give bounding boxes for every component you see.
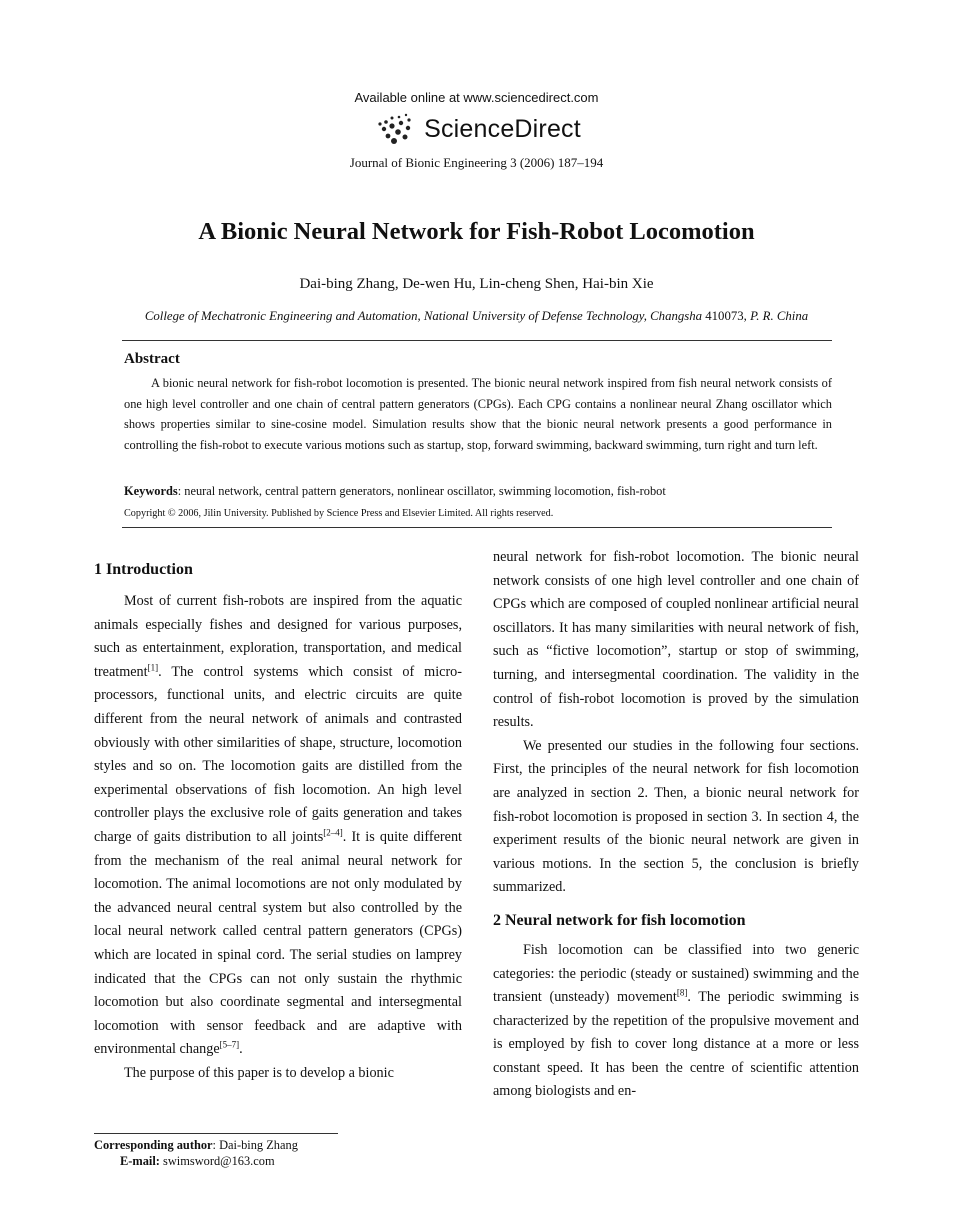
- paper-affiliation: [0, 309, 953, 324]
- keywords-label: Keywords: [124, 484, 178, 498]
- footnote-email-label: E-mail:: [120, 1154, 160, 1168]
- abstract-top-rule: [122, 340, 832, 341]
- footnote: [94, 1137, 298, 1169]
- section-heading-neural-network: 2 Neural network for fish locomotion: [493, 911, 746, 929]
- keywords-line: [124, 481, 832, 501]
- intro-paragraph-1: [94, 590, 462, 1062]
- abstract-bottom-rule: [122, 527, 832, 528]
- paper-authors: Dai-bing Zhang, De-wen Hu, Lin-cheng Shen, Hai-bin Xie: [299, 276, 654, 292]
- affiliation-institution: College of Mechatronic Engineering and Automation, National University of Defense Technology, Changsha: [144, 309, 703, 323]
- sciencedirect-logo-text: ScienceDirect: [424, 114, 581, 143]
- affiliation-postcode: 410073,: [702, 309, 751, 323]
- left-column: [94, 590, 462, 1085]
- sciencedirect-logo-icon: [372, 112, 418, 146]
- intro-paragraph-2-start: The purpose of this paper is to develop a bionic: [124, 1064, 394, 1081]
- paper-title: A Bionic Neural Network for Fish-Robot Locomotion: [198, 218, 755, 245]
- intro-p1-text-a: Most of current fish-robots are inspired from the aquatic animals especially fishes and designed for various purposes, such as entertainment, exploration, transportation, and medical treatment: [94, 593, 462, 680]
- journal-citation: Journal of Bionic Engineering 3 (2006) 187–194: [349, 155, 604, 170]
- section2-p1-text-b: . The periodic swimming is characterized by the repetition of the propulsive movement and is employed by fish to cover long distance at a more or less constant speed. It has been the centre of scientific attention among biologists and en-: [493, 989, 860, 1100]
- abstract-text: A bionic neural network for fish-robot locomotion is presented. The bionic neural network inspired from fish neural network consists of one high level controller and one chain of central pattern generators (CPGs). Each CPG contains a nonlinear neural Zhang oscillator which shows properties similar to sine-cosine model. Simulation results show that the bionic neural network presents a good performance in controlling the fish-robot to execute various motions such as startup, stop, forward swimming, backward swimming, turn right and turn left.: [124, 376, 832, 452]
- intro-p1-text-b: . The control systems which consist of micro-processors, functional units, and electric circuits are quite different from the neural network of animals and contrasted obviously with other similarities of shape, structure, locomotion styles and so on. The locomotion gaits are distilled from the experimental observations of fish locomotion. An high level controller plays the exclusive role of gaits generation and takes charge of gaits distribution to all joints: [94, 663, 462, 845]
- citation-8: [8]: [676, 987, 688, 998]
- sciencedirect-logo: [0, 112, 953, 146]
- intro-p1-text-d: .: [239, 1041, 243, 1058]
- footnote-rule: [94, 1133, 338, 1134]
- section2-paragraph-1: [493, 939, 859, 1104]
- section2-p1-text-a: Fish locomotion can be classified into two generic categories: the periodic (steady or sustained) swimming and the transient (unsteady) movement: [493, 941, 859, 1006]
- citation-5-7: [5–7]: [219, 1039, 240, 1050]
- copyright-notice: Copyright © 2006, Jilin University. Published by Science Press and Elsevier Limited. All rights reserved.: [124, 508, 554, 519]
- intro-paragraph-3: We presented our studies in the following four sections. First, the principles of the neural network for fish locomotion are analyzed in section 2. Then, a bionic neural network for fish-robot locomotion is proposed in section 3. In section 4, the experiment results of the bionic neural network are given in various motions. In the section 5, the conclusion is briefly summarized.: [493, 737, 859, 896]
- citation-1: [1]: [147, 662, 159, 673]
- footnote-email: [94, 1153, 298, 1169]
- citation-2-4: [2–4]: [323, 827, 343, 838]
- intro-paragraph-2-continued: neural network for fish-robot locomotion. The bionic neural network consists of one high level controller and one chain of CPGs which are composed of coupled nonlinear artificial neural oscillators. It has many similarities with neural network of fish, such as “fictive locomotion”, startup or stop of swimming, turning, and intersegmental coordination. The validity in the control of fish-robot locomotion is proved by the simulation results.: [493, 549, 859, 731]
- footnote-corresponding-author: [94, 1137, 298, 1153]
- abstract-heading: Abstract: [124, 351, 180, 367]
- footnote-author-value: : Dai-bing Zhang: [212, 1138, 298, 1152]
- affiliation-country: P. R. China: [750, 309, 809, 323]
- section-heading-introduction: 1 Introduction: [94, 561, 193, 578]
- right-column: [493, 546, 859, 1104]
- keywords-value: : neural network, central pattern generators, nonlinear oscillator, swimming locomotion, fish-robot: [177, 484, 666, 498]
- available-online-text: Available online at www.sciencedirect.com: [354, 90, 599, 105]
- intro-p1-text-c: . It is quite different from the mechanism of the real animal neural network for locomotion. The animal locomotions are not only modulated by the advanced neural central system but also controlled by the local neural network called central pattern generators (CPGs) which are located in spinal cord. The serial studies on lamprey indicated that the CPGs can not only sustain the rhythmic locomotion but also coordinate segmental and intersegmental locomotion with sensor feedback and are adaptive with environmental change: [94, 828, 462, 1058]
- footnote-email-value: swimsword@163.com: [159, 1154, 275, 1168]
- footnote-author-label: Corresponding author: [94, 1138, 213, 1152]
